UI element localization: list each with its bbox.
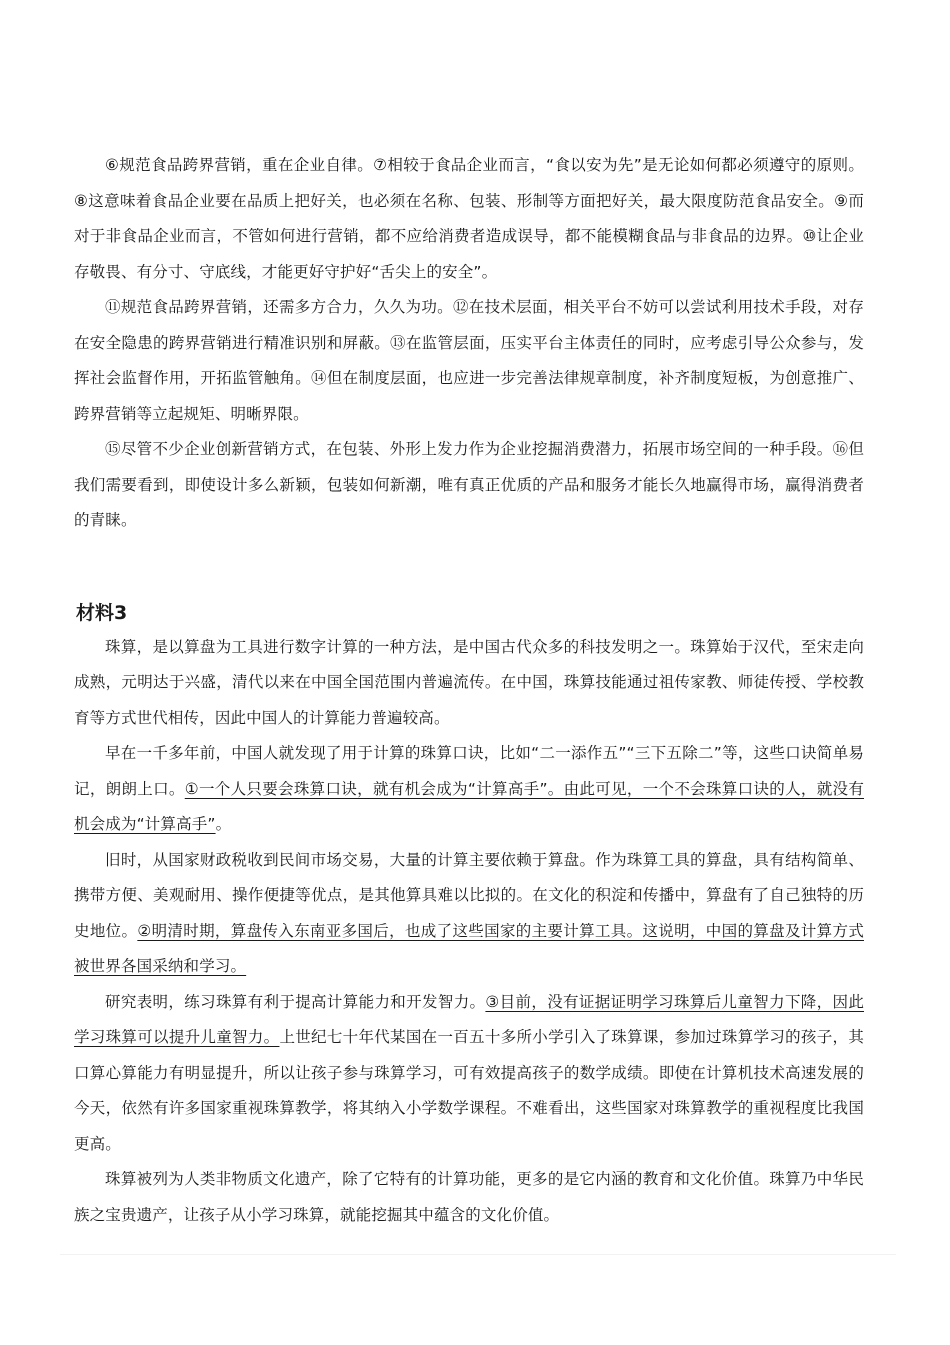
paragraph-innovation-conclusion: ⑮尽管不少企业创新营销方式，在包装、外形上发力作为企业挖掘消费潜力，拓展市场空间的一种手段。⑯但我们需要看到，即使设计多么新颖，包装如何新潮，唯有真正优质的产品和服务才能长久地赢得市场，赢得消费者的青睐。: [74, 440, 864, 529]
research-rest: 上世纪七十年代某国在一百五十多所小学引入了珠算课，参加过珠算学习的孩子，其口算心算能力有明显提升，所以让孩子参与珠算学习，可有效提高孩子的数学成绩。即使在计算机技术高速发展的今天，依然有许多国家重视珠算教学，将其纳入小学数学课程。不难看出，这些国家对珠算教学的重视程度比我国更高。: [74, 1028, 864, 1153]
paragraph-abacus-intro: 珠算，是以算盘为工具进行数字计算的一种方法，是中国古代众多的科技发明之一。珠算始于汉代，至宋走向成熟，元明达于兴盛，清代以来在中国全国范围内普遍流传。在中国，珠算技能通过祖传家教、师徒传授、学校教育等方式世代相传，因此中国人的计算能力普遍较高。: [74, 637, 864, 727]
paragraph-abacus-history: [74, 843, 864, 985]
underlined-statement-1: ①一个人只要会珠算口诀，就有机会成为“计算高手”。由此可见，一个不会珠算口诀的人，就没有机会成为“计算高手”: [74, 779, 864, 833]
paragraph-abacus-mnemonics: [74, 736, 864, 843]
paragraph-abacus-research: [74, 985, 864, 1163]
underlined-statement-2: ②明清时期，算盘传入东南亚多国后，也成了这些国家的主要计算工具。这说明，中国的算盘及计算方式被世界各国采纳和学习。: [74, 921, 864, 975]
paragraph-cultural-heritage: 珠算被列为人类非物质文化遗产，除了它特有的计算功能，更多的是它内涵的教育和文化价值。珠算乃中华民族之宝贵遗产，让孩子从小学习珠算，就能挖掘其中蕴含的文化价值。: [74, 1170, 864, 1224]
paragraph-joint-efforts: ⑪规范食品跨界营销，还需多方合力，久久为功。⑫在技术层面，相关平台不妨可以尝试利用技术手段，对存在安全隐患的跨界营销进行精准识别和屏蔽。⑬在监管层面，压实平台主体责任的同时，应考虑引导公众参与，发挥社会监督作用，开拓监管触角。⑭但在制度层面，也应进一步完善法律规章制度，补齐制度短板，为创意推广、跨界营销等立起规矩、明晰界限。: [74, 298, 864, 423]
section-spacer: [74, 539, 864, 598]
paragraph-self-discipline: ⑥规范食品跨界营销，重在企业自律。⑦相较于食品企业而言，“食以安为先”是无论如何都必须遵守的原则。⑧这意味着食品企业要在品质上把好关，也必须在名称、包装、形制等方面把好关，最大限度防范食品安全。⑨而对于非食品企业而言，不管如何进行营销，都不应给消费者造成误导，都不能模糊食品与非食品的边界。⑩让企业存敬畏、有分寸、守底线，才能更好守护好“舌尖上的安全”。: [74, 156, 864, 281]
mnemonics-text: 早在一千多年前，中国人就发现了用于计算的珠算口诀，比如“二一添作五”“三下五除二”等，这些口诀简单易记，朗朗上口。: [74, 744, 864, 798]
footer-divider: [60, 1254, 896, 1255]
document-page: [74, 148, 864, 1233]
history-text: 旧时，从国家财政税收到民间市场交易，大量的计算主要依赖于算盘。作为珠算工具的算盘，具有结构简单、携带方便、美观耐用、操作便捷等优点，是其他算具难以比拟的。在文化的积淀和传播中，算盘有了自己独特的历史地位。: [74, 850, 864, 940]
research-intro: 研究表明，练习珠算有利于提高计算能力和开发智力。: [105, 992, 486, 1011]
underlined-statement-3: ③目前，没有证据证明学习珠算后儿童智力下降，因此学习珠算可以提升儿童智力。: [74, 992, 864, 1046]
material-3-heading: 材料3: [76, 601, 128, 624]
mnemonics-end: 。: [215, 815, 232, 833]
